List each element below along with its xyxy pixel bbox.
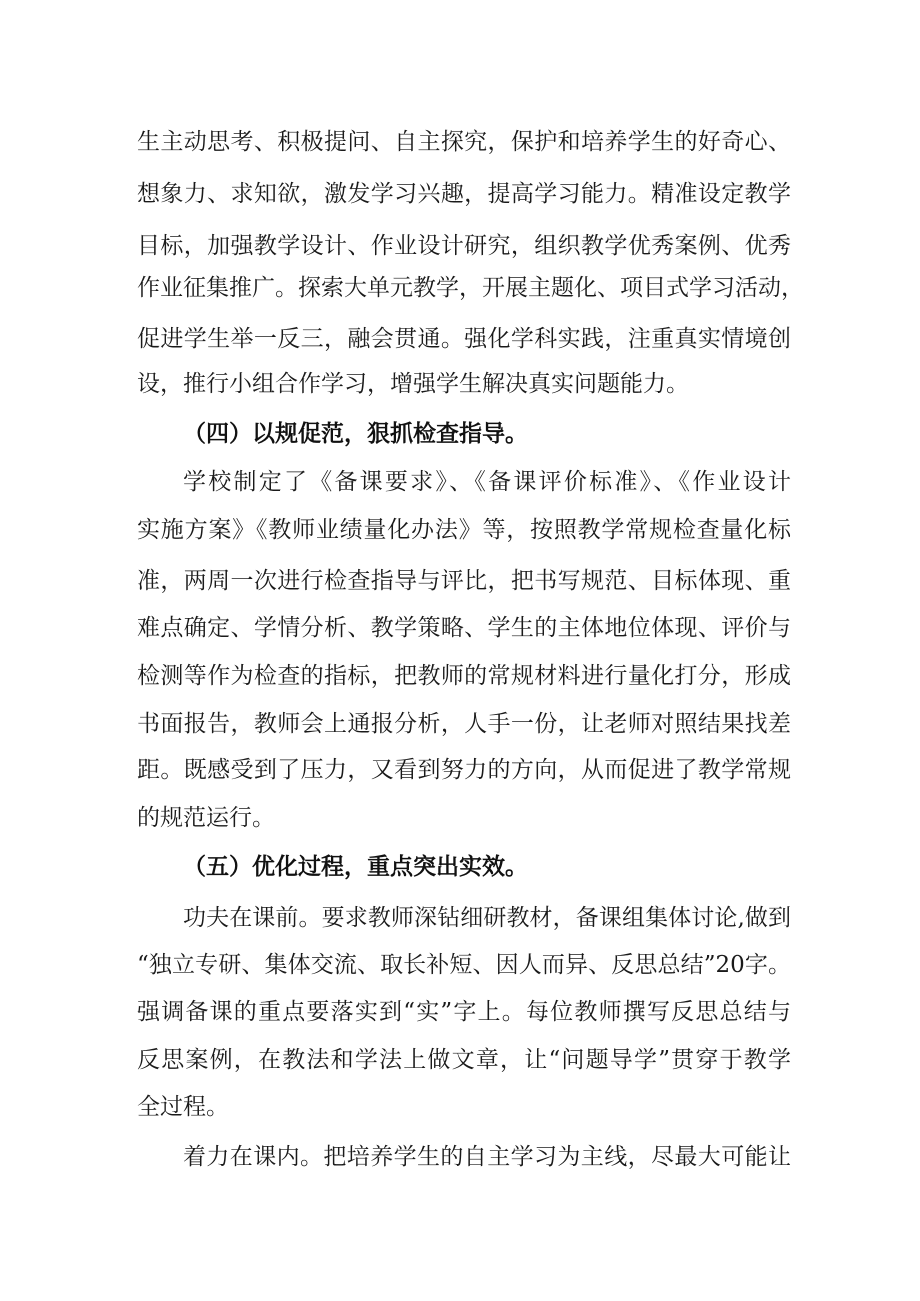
paragraph-1-line-2: 想象力、求知欲，激发学习兴趣，提高学习能力。精准设定教学 <box>137 181 791 207</box>
paragraph-1-line-3: 目标，加强教学设计、作业设计研究，组织教学优秀案例、优秀 <box>137 233 791 259</box>
paragraph-6-line-1: 着力在课内。把培养学生的自主学习为主线，尽最大可能让 <box>183 1144 791 1170</box>
paragraph-3-line-5: 检测等作为检查的指标，把教师的常规材料进行量化打分，形成 <box>137 663 791 689</box>
paragraph-3-line-6: 书面报告，教师会上通报分析，人手一份，让老师对照结果找差 <box>137 711 791 737</box>
paragraph-1-line-5: 促进学生举一反三，融会贯通。强化学科实践，注重真实情境创 <box>137 326 791 352</box>
paragraph-5-line-5: 全过程。 <box>137 1094 229 1120</box>
section-heading-5: （五）优化过程，重点突出实效。 <box>183 854 528 880</box>
paragraph-1-line-4: 作业征集推广。探索大单元教学，开展主题化、项目式学习活动， <box>137 275 804 301</box>
paragraph-3-line-1: 学校制定了《备课要求》、《备课评价标准》、《作业设计 <box>183 469 791 495</box>
section-heading-4: （四）以规促范，狠抓检查指导。 <box>183 421 528 447</box>
paragraph-5-line-2: “独立专研、集体交流、取长补短、因人而异、反思总结”20字。 <box>137 952 791 978</box>
paragraph-3-line-4: 难点确定、学情分析、教学策略、学生的主体地位体现、评价与 <box>137 615 791 641</box>
paragraph-1-line-6: 设，推行小组合作学习，增强学生解决真实问题能力。 <box>137 371 689 397</box>
paragraph-5-line-3: 强调备课的重点要落实到“实”字上。每位教师撰写反思总结与 <box>137 999 791 1025</box>
paragraph-1-line-1: 生主动思考、积极提问、自主探究，保护和培养学生的好奇心、 <box>137 129 791 155</box>
paragraph-3-line-3: 准，两周一次进行检查指导与评比，把书写规范、目标体现、重 <box>137 568 791 594</box>
paragraph-3-line-8: 的规范运行。 <box>137 805 275 831</box>
paragraph-5-line-4: 反思案例，在教法和学法上做文章，让“问题导学”贯穿于教学 <box>137 1047 791 1073</box>
paragraph-3-line-7: 距。既感受到了压力，又看到努力的方向，从而促进了教学常规 <box>137 757 791 783</box>
paragraph-3-line-2: 实施方案》《教师业绩量化办法》等，按照教学常规检查量化标 <box>137 517 791 543</box>
paragraph-5-line-1: 功夫在课前。要求教师深钻细研教材，备课组集体讨论,做到 <box>183 905 791 931</box>
